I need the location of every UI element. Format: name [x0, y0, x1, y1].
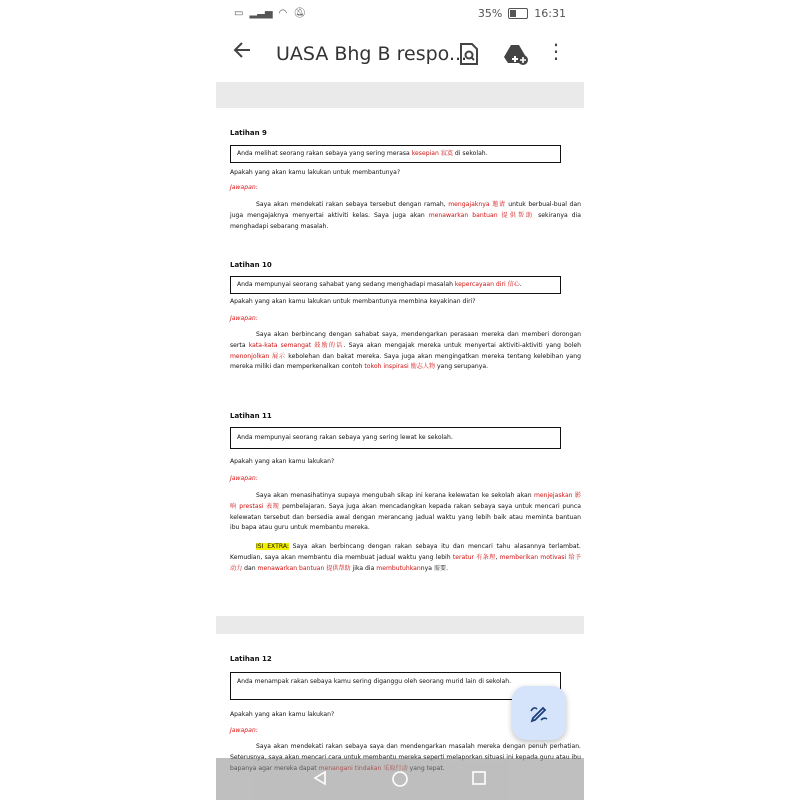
document-page-1 — [216, 108, 584, 616]
answer-text: Saya akan menasihatinya supaya mengubah sikap ini kerana kelewatan ke sekolah akan — [256, 492, 534, 499]
highlight-term: kepercayaan diri 信心 — [454, 281, 520, 288]
answer-text: pembelajaran. Saya juga akan mencadangkan kepada rakan sebaya saya untuk mencari punca kelewatan tersebut dan bersedia awal dengan merancang jadual waktu yang lebih baik atau meminta bantuan ibu bapa atau guru untuk membantu mereka. — [230, 502, 581, 532]
phone-screen — [216, 0, 584, 800]
mute-icon: 🔕︎ — [293, 8, 306, 19]
edit-fab-button[interactable] — [512, 686, 566, 740]
question-text: Apakah yang akan kamu lakukan? — [230, 711, 335, 718]
scenario-text: Anda melihat seorang rakan sebaya yang sering merasa — [237, 150, 412, 157]
answer-text: yang serupanya. — [435, 363, 489, 371]
answer-text: Saya akan berbincang dengan sahabat saya, mendengarkan perasaan mereka dan memberi dorongan serta — [230, 331, 581, 349]
answer-label: Jawapan: — [230, 315, 258, 322]
highlight-term: menjejaskan 影响 prestasi 表现 — [230, 492, 581, 510]
status-icons-left — [234, 8, 306, 19]
status-icons-right — [478, 7, 566, 20]
answer-text: sekiranya dia menghadapi sebarang masalah. — [230, 211, 581, 230]
answer-paragraph — [230, 491, 581, 534]
more-vert-icon[interactable]: ⋮ — [546, 39, 566, 63]
nav-recents-icon[interactable] — [471, 770, 487, 790]
highlight-term: memberikan motivasi 给予动力 — [230, 553, 581, 572]
answer-label: Jawapan: — [230, 475, 258, 482]
answer-text: jika dia — [350, 564, 377, 572]
answer-text: dan — [242, 564, 258, 572]
app-bar — [216, 28, 584, 82]
question-text: Apakah yang akan kamu lakukan untuk membantunya? — [230, 169, 401, 176]
battery-fill — [510, 10, 516, 17]
scenario-box: Anda mempunyai seorang rakan sebaya yang sering lewat ke sekolah. — [230, 427, 561, 449]
wifi-icon: ◠ — [278, 8, 288, 19]
scenario-text: . — [519, 281, 522, 288]
document-viewer[interactable] — [216, 82, 584, 758]
nav-back-icon[interactable] — [312, 770, 328, 790]
clock: 16:31 — [534, 7, 566, 20]
scenario-text: Anda mempunyai seorang sahabat yang sedang menghadapi masalah — [237, 281, 455, 288]
answer-paragraph — [230, 200, 581, 232]
answer-text: nya 需要. — [420, 564, 449, 572]
highlight-term: mengajaknya 邀请 — [448, 201, 506, 208]
add-to-drive-icon[interactable] — [503, 42, 529, 70]
scenario-box — [230, 276, 561, 294]
signal-icon: ▂▃▅ — [249, 8, 273, 19]
extra-paragraph — [230, 542, 581, 574]
scenario-box — [230, 145, 561, 163]
back-arrow-icon[interactable] — [232, 40, 252, 66]
highlight-term: menawarkan bantuan 提供帮助 — [257, 564, 351, 572]
extra-label: ISI EXTRA: — [256, 543, 289, 550]
answer-text: , — [495, 553, 500, 561]
highlight-term: menonjolkan 展示 — [230, 352, 286, 360]
answer-text: kebolehan dan bakat mereka. Saya juga akan mengingatkan mereka tentang kelebihan yang mereka miliki dan memperkenalkan contoh — [230, 352, 581, 371]
battery-icon — [508, 8, 528, 19]
highlight-term: kata-kata semangat 鼓励的话 — [248, 341, 344, 349]
document-title: UASA Bhg B respo... — [276, 43, 468, 65]
nav-home-icon[interactable] — [391, 770, 409, 792]
answer-text: Saya akan mendekati rakan sebaya saya dan mendengarkan masalah mereka dengan penuh perhatian. — [256, 743, 581, 750]
question-text: Apakah yang akan kamu lakukan untuk membantunya membina keyakinan diri? — [230, 298, 476, 305]
answer-text: Saya akan mendekati rakan sebaya tersebut dengan ramah, — [256, 201, 449, 208]
highlight-term: membutuhkan — [376, 564, 421, 572]
answer-text: . Saya akan mengajak mereka untuk menyertai aktiviti-aktiviti yang boleh — [343, 341, 581, 349]
volte-icon: ▭ — [234, 8, 244, 19]
scenario-box: Anda menampak rakan sebaya kamu sering diganggu oleh seorang murid lain di sekolah. — [230, 672, 561, 700]
find-in-page-icon[interactable] — [458, 42, 480, 70]
highlight-term: tokoh inspirasi 励志人物 — [364, 363, 436, 371]
question-text: Apakah yang akan kamu lakukan? — [230, 458, 335, 465]
answer-paragraph — [230, 330, 581, 373]
exercise-heading: Latihan 10 — [230, 261, 272, 269]
status-bar — [216, 0, 584, 28]
answer-label: Jawapan: — [230, 184, 258, 191]
answer-label: Jawapan: — [230, 727, 258, 734]
highlight-term: teratur 有条理 — [452, 553, 496, 561]
answer-text: untuk berbual-bual dan juga mengajaknya menyertai aktiviti kelas. Saya juga akan — [230, 201, 582, 219]
exercise-heading: Latihan 9 — [230, 129, 267, 137]
pen-edit-icon — [529, 703, 549, 723]
navigation-bar — [216, 758, 584, 800]
scenario-text: di sekolah. — [452, 150, 488, 157]
answer-text: Saya akan berbincang dengan rakan sebaya itu dan mencari tahu alasannya terlambat. Kemudian, saya akan membantu dia membuat jadual waktu yang lebih — [230, 543, 581, 561]
highlight-term: menawarkan bantuan 提供帮助 — [428, 211, 535, 219]
battery-percent: 35% — [477, 7, 503, 20]
highlight-term: kesepian 寂寞 — [411, 150, 453, 157]
exercise-heading: Latihan 12 — [230, 655, 272, 663]
exercise-heading: Latihan 11 — [230, 412, 272, 420]
